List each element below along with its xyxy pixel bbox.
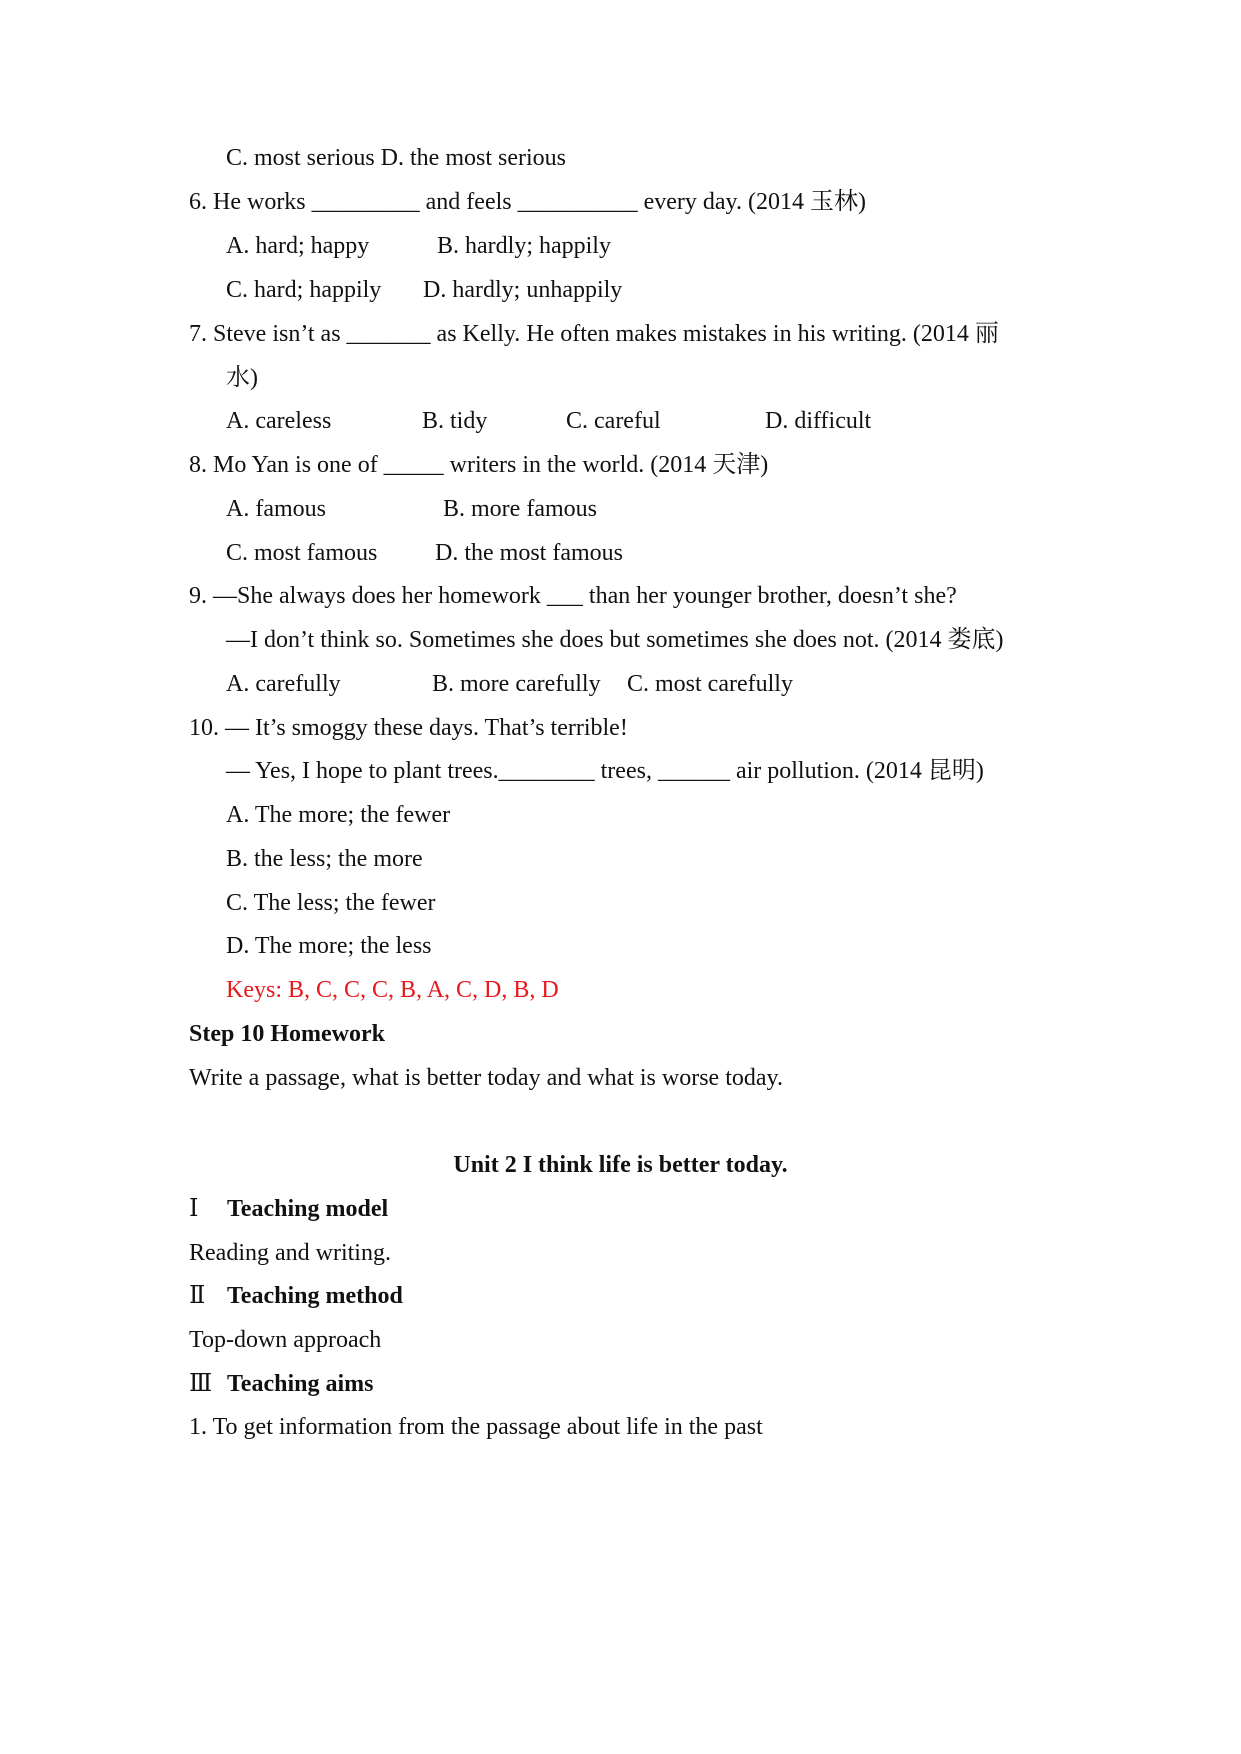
- q10-option-a: A. The more; the fewer: [226, 802, 451, 828]
- q7-option-d: D. difficult: [765, 408, 872, 434]
- section-title: Teaching method: [227, 1283, 403, 1309]
- q6-option-c: C. hard; happily: [226, 277, 382, 303]
- q8-option-d: D. the most famous: [435, 540, 623, 566]
- q10-option-b: B. the less; the more: [226, 846, 423, 872]
- section-title: Teaching aims: [227, 1371, 374, 1397]
- q9-options: [226, 669, 793, 699]
- section-text-teaching-method: Top-down approach: [189, 1327, 382, 1353]
- q7-option-b: B. tidy: [422, 408, 488, 434]
- roman-numeral: Ⅰ: [189, 1196, 199, 1222]
- roman-numeral: Ⅲ: [189, 1371, 213, 1397]
- step10-text: Write a passage, what is better today and what is worse today.: [189, 1065, 783, 1091]
- section-title: Teaching model: [227, 1196, 389, 1222]
- q7-stem-line1: 7. Steve isn’t as _______ as Kelly. He often makes mistakes in his writing. (2014 丽: [189, 321, 999, 347]
- q8-option-a: A. famous: [226, 496, 326, 522]
- q9-option-c: C. most carefully: [627, 671, 793, 697]
- q8-options-cd: [226, 538, 623, 568]
- step10-heading: Step 10 Homework: [189, 1021, 385, 1047]
- section-heading-teaching-model: [189, 1194, 388, 1224]
- q6-option-a: A. hard; happy: [226, 233, 370, 259]
- q6-option-d: D. hardly; unhappily: [423, 277, 623, 303]
- q9-option-a: A. carefully: [226, 671, 341, 697]
- answer-keys: Keys: B, C, C, C, B, A, C, D, B, D: [226, 977, 559, 1003]
- q9-stem-line1: 9. —She always does her homework ___ than her younger brother, doesn’t she?: [189, 583, 957, 609]
- q8-option-b: B. more famous: [443, 496, 597, 522]
- q7-option-a: A. careless: [226, 408, 332, 434]
- section-text-teaching-model: Reading and writing.: [189, 1240, 391, 1266]
- q6-options-ab: [226, 231, 611, 261]
- q8-option-c: C. most famous: [226, 540, 378, 566]
- section-heading-teaching-method: [189, 1281, 403, 1311]
- q6-option-b: B. hardly; happily: [437, 233, 611, 259]
- q7-options: [226, 406, 871, 436]
- q10-option-d: D. The more; the less: [226, 933, 432, 959]
- q10-stem-line1: 10. — It’s smoggy these days. That’s terrible!: [189, 715, 628, 741]
- q6-stem: 6. He works _________ and feels __________ every day. (2014 玉林): [189, 189, 866, 215]
- roman-numeral: Ⅱ: [189, 1283, 206, 1309]
- unit-title: Unit 2 I think life is better today.: [453, 1152, 788, 1178]
- q7-stem-line2: 水): [226, 365, 258, 391]
- q5-options-cd: C. most serious D. the most serious: [226, 145, 566, 171]
- q8-options-ab: [226, 494, 597, 524]
- q7-option-c: C. careful: [566, 408, 661, 434]
- q9-stem-line2: —I don’t think so. Sometimes she does but sometimes she does not. (2014 娄底): [226, 627, 1004, 653]
- section-text-teaching-aims: 1. To get information from the passage about life in the past: [189, 1414, 763, 1440]
- section-heading-teaching-aims: [189, 1369, 373, 1399]
- q10-option-c: C. The less; the fewer: [226, 890, 436, 916]
- q8-stem: 8. Mo Yan is one of _____ writers in the world. (2014 天津): [189, 452, 769, 478]
- q9-option-b: B. more carefully: [432, 671, 601, 697]
- q6-options-cd: [226, 275, 622, 305]
- q10-stem-line2: — Yes, I hope to plant trees.________ trees, ______ air pollution. (2014 昆明): [226, 758, 984, 784]
